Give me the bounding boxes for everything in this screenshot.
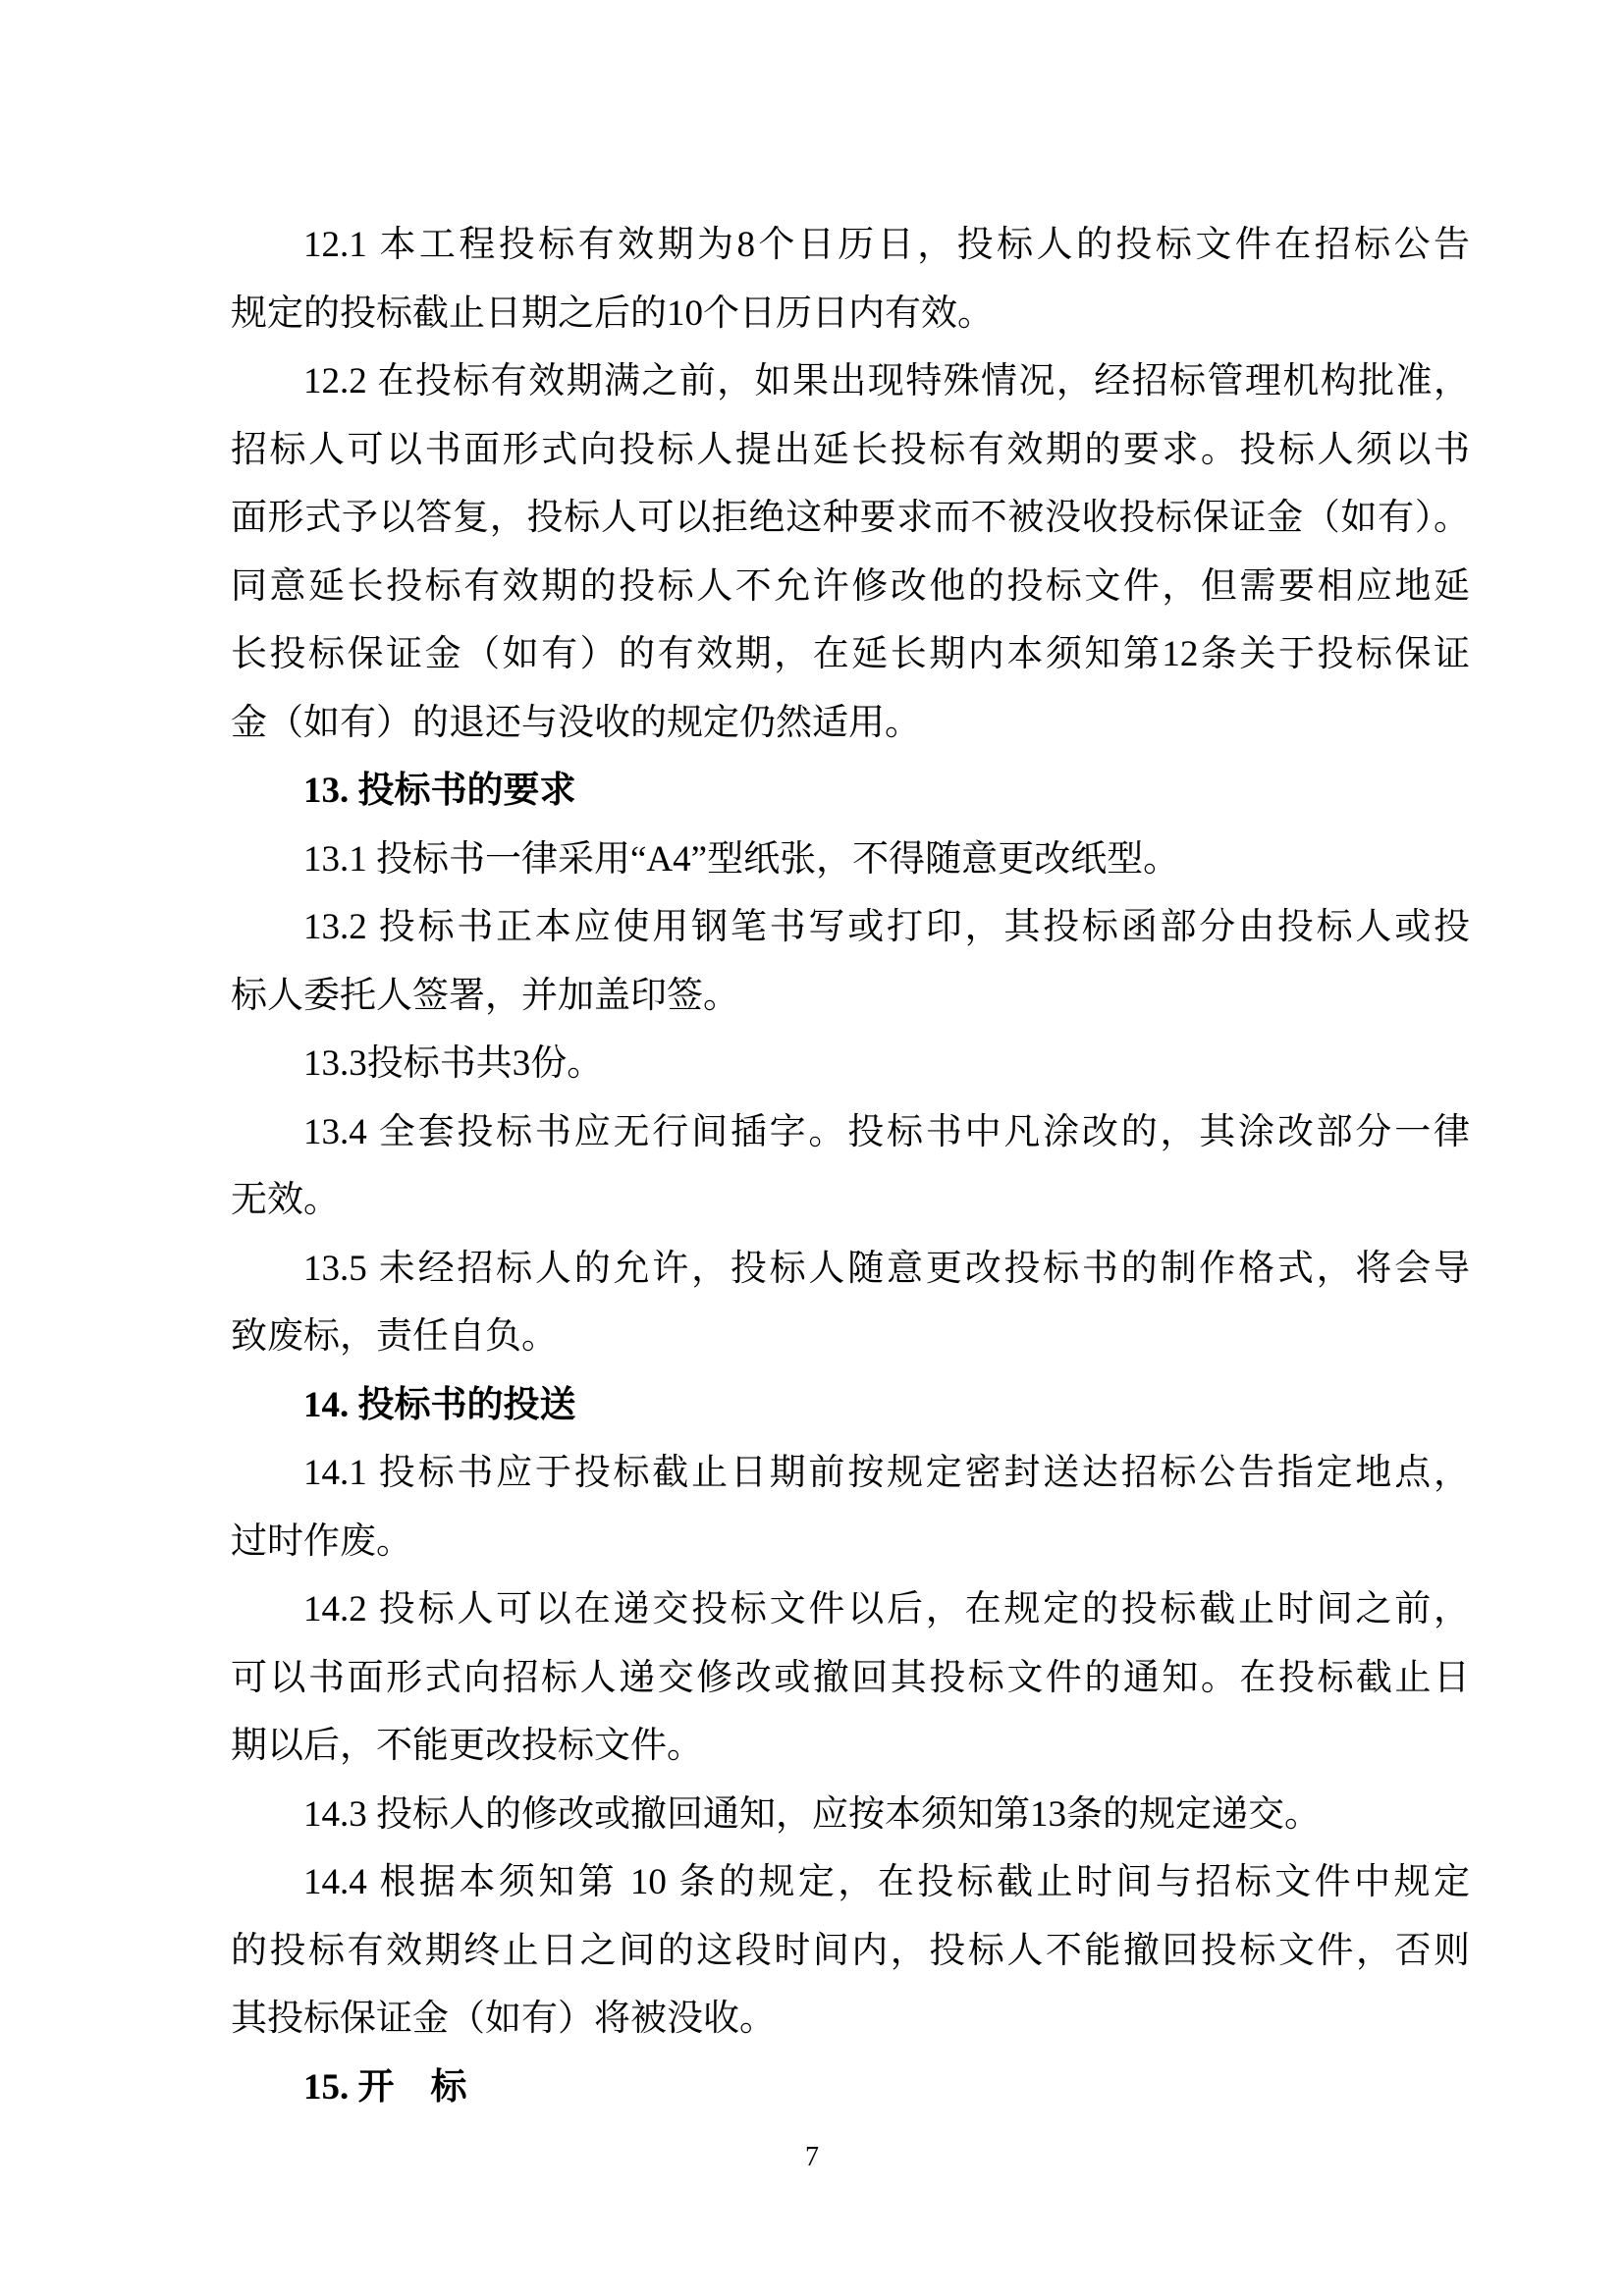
text-line: 12.1 本工程投标有效期为8个日历日，投标人的投标文件在招标公告 — [303, 225, 1470, 265]
text-line: 的投标有效期终止日之间的这段时间内，投标人不能撤回投标文件，否则 — [231, 1930, 1470, 1971]
text-line: 其投标保证金（如有）将被没收。 — [231, 1999, 776, 2039]
text-line: 期以后，不能更改投标文件。 — [231, 1726, 703, 1766]
text-line: 可以书面形式向招标人递交修改或撤回其投标文件的通知。在投标截止日 — [231, 1657, 1470, 1698]
text-line: 14.1 投标书应于投标截止日期前按规定密封送达招标公告指定地点， — [303, 1453, 1470, 1493]
text-line: 致废标，责任自负。 — [231, 1316, 558, 1357]
page-footer — [0, 2138, 1624, 2177]
text-line: 14.3 投标人的修改或撤回通知，应按本须知第13条的规定递交。 — [303, 1793, 1321, 1835]
text-line: 规定的投标截止日期之后的10个日历日内有效。 — [231, 293, 994, 334]
section-heading: 13. 投标书的要求 — [303, 771, 576, 811]
text-line: 14.2 投标人可以在递交投标文件以后，在规定的投标截止时间之前， — [303, 1589, 1470, 1629]
text-line: 面形式予以答复，投标人可以拒绝这种要求而不被没收投标保证金（如有）。 — [231, 498, 1470, 538]
text-block — [231, 211, 1470, 2121]
page-number-label: 7 — [805, 2142, 819, 2172]
text-line: 招标人可以书面形式向投标人提出延长投标有效期的要求。投标人须以书 — [231, 429, 1470, 470]
text-line: 无效。 — [231, 1180, 340, 1220]
text-line: 过时作废。 — [231, 1521, 412, 1562]
section-heading: 14. 投标书的投送 — [303, 1384, 576, 1425]
text-line: 同意延长投标有效期的投标人不允许修改他的投标文件，但需要相应地延 — [231, 565, 1470, 607]
text-line: 12.2 在投标有效期满之前，如果出现特殊情况，经招标管理机构批准， — [303, 361, 1470, 401]
text-line: 标人委托人签署，并加盖印签。 — [231, 975, 739, 1016]
section-heading: 15. 开 标 — [303, 2066, 467, 2108]
text-line: 14.4 根据本须知第 10 条的规定，在投标截止时间与招标文件中规定 — [303, 1862, 1470, 1902]
text-line: 13.5 未经招标人的允许，投标人随意更改投标书的制作格式，将会导 — [303, 1248, 1470, 1289]
text-line: 13.1 投标书一律采用“A4”型纸张，不得随意更改纸型。 — [303, 838, 1180, 880]
text-line: 金（如有）的退还与没收的规定仍然适用。 — [231, 702, 921, 743]
text-line: 13.3投标书共3份。 — [303, 1043, 604, 1084]
text-line: 长投标保证金（如有）的有效期，在延长期内本须知第12条关于投标保证 — [231, 634, 1470, 674]
text-line: 13.4 全套投标书应无行间插字。投标书中凡涂改的，其涂改部分一律 — [303, 1111, 1470, 1152]
text-line: 13.2 投标书正本应使用钢笔书写或打印，其投标函部分由投标人或投 — [303, 907, 1470, 947]
